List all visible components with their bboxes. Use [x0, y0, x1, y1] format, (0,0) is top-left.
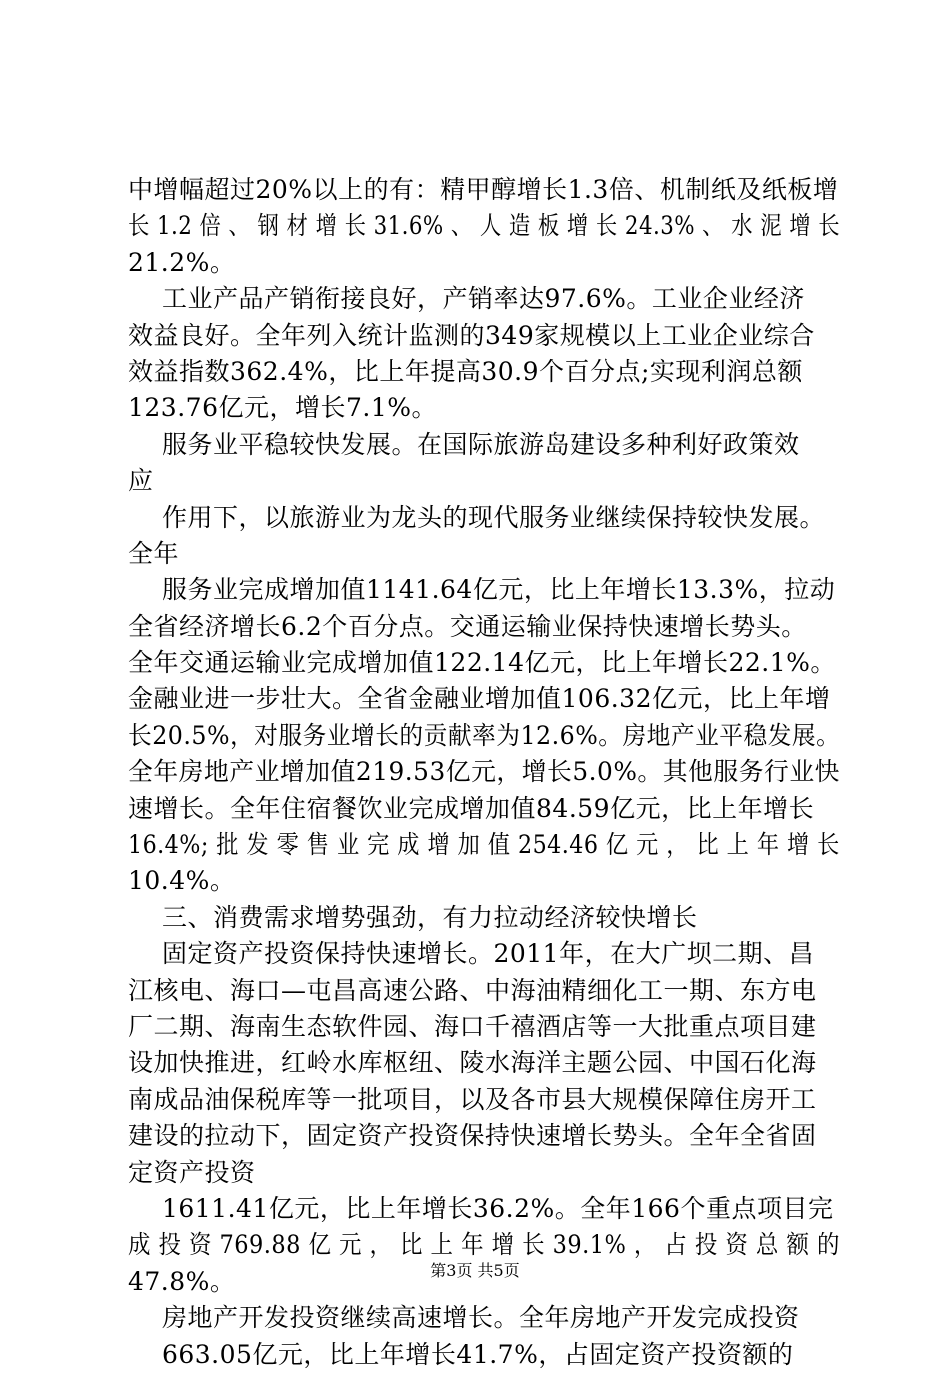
- text-line: 全年: [128, 538, 180, 568]
- text-line: 全年房地产业增加值219.53亿元，增长5.0%。其他服务行业快: [128, 757, 840, 787]
- text-line: 10.4%。: [128, 866, 236, 896]
- text-line: 金融业进一步壮大。全省金融业增加值106.32亿元，比上年增: [128, 684, 831, 714]
- text-line: 成 投 资 769.88 亿 元 ， 比 上 年 增 长 39.1% ， 占 投 资 总 额 的: [128, 1230, 840, 1260]
- text-line: 123.76亿元，增长7.1%。: [128, 393, 437, 423]
- text-line: 全年交通运输业完成增加值122.14亿元，比上年增长22.1%。: [128, 648, 836, 678]
- text-line: 作用下，以旅游业为龙头的现代服务业继续保持较快发展。: [128, 502, 825, 532]
- section-heading: 三、消费需求增势强劲，有力拉动经济较快增长: [128, 902, 698, 932]
- text-line: 南成品油保税库等一批项目，以及各市县大规模保障住房开工: [128, 1084, 817, 1114]
- text-line: 21.2%。: [128, 247, 236, 277]
- text-line: 应: [128, 466, 154, 496]
- text-line: 长20.5%，对服务业增长的贡献率为12.6%。房地产业平稳发展。: [128, 720, 841, 750]
- text-line: 工业产品产销衔接良好，产销率达97.6%。工业企业经济: [128, 284, 805, 314]
- text-line: 房地产开发投资继续高速增长。全年房地产开发完成投资: [128, 1303, 800, 1333]
- text-line: 服务业平稳较快发展。在国际旅游岛建设多种利好政策效: [128, 429, 800, 459]
- text-line: 中增幅超过20%以上的有：精甲醇增长1.3倍、机制纸及纸板增: [128, 175, 839, 204]
- text-line: 长 1.2 倍 、 钢 材 增 长 31.6% 、 人 造 板 增 长 24.3% 、 水 泥 增 长: [128, 211, 841, 241]
- text-line: 服务业完成增加值1141.64亿元，比上年增长13.3%，拉动: [128, 575, 836, 605]
- text-line: 定资产投资: [128, 1157, 256, 1187]
- text-line: 速增长。全年住宿餐饮业完成增加值84.59亿元，比上年增长: [128, 793, 815, 823]
- text-line: 厂二期、海南生态软件园、海口千禧酒店等一大批重点项目建: [128, 1011, 817, 1041]
- text-line: 663.05亿元，比上年增长41.7%，占固定资产投资额的: [128, 1339, 794, 1369]
- text-line: 效益指数362.4%，比上年提高30.9个百分点;实现利润总额: [128, 356, 803, 386]
- page-number-footer: 第3页 共5页: [430, 1261, 520, 1280]
- text-line: 全省经济增长6.2个百分点。交通运输业保持快速增长势头。: [128, 611, 807, 641]
- text-line: 固定资产投资保持快速增长。2011年，在大广坝二期、昌: [128, 939, 815, 969]
- text-line: 1611.41亿元，比上年增长36.2%。全年166个重点项目完: [128, 1193, 834, 1223]
- text-line: 16.4%; 批 发 零 售 业 完 成 增 加 值 254.46 亿 元 ， 比 上 年 增 长: [128, 830, 840, 860]
- document-body: [128, 172, 840, 1373]
- text-line: 设加快推进，红岭水库枢纽、陵水海洋主题公园、中国石化海: [128, 1048, 817, 1078]
- text-line: 江核电、海口—屯昌高速公路、中海油精细化工一期、东方电: [128, 975, 817, 1005]
- text-line: 47.8%。: [128, 1266, 236, 1296]
- text-line: 效益良好。全年列入统计监测的349家规模以上工业企业综合: [128, 320, 815, 350]
- text-line: 建设的拉动下，固定资产投资保持快速增长势头。全年全省固: [128, 1121, 817, 1151]
